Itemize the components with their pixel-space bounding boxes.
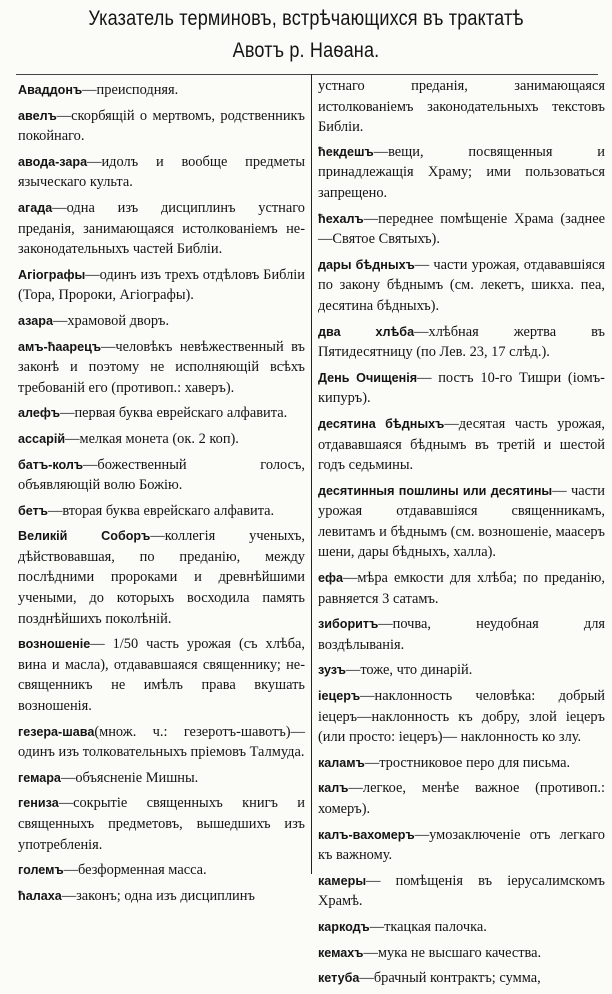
glossary-definition: —переднее помѣщеніе Храма (заднее—Святое Святыхъ). [318, 210, 605, 248]
column-divider [311, 74, 312, 874]
glossary-term: камеры [318, 873, 367, 888]
glossary-entry [318, 142, 605, 204]
left-column [18, 80, 305, 911]
glossary-term: амъ-ћаарецъ [18, 339, 102, 354]
glossary-entry [18, 860, 305, 881]
glossary-term: кемахъ [318, 945, 364, 960]
header-divider [16, 74, 598, 75]
glossary-entry [318, 76, 605, 138]
glossary-term: азара [18, 313, 53, 328]
glossary-definition: —умозаключеніе отъ легкаго къ важному. [318, 826, 605, 864]
glossary-entry [18, 455, 305, 496]
page-title-line-1: Указатель терминовъ, встрѣчающихся въ трактатѣ [88, 7, 524, 30]
glossary-entry [318, 968, 605, 989]
right-column [318, 76, 605, 994]
glossary-term: гезера-шава [18, 724, 95, 739]
glossary-term: ћалаха [18, 888, 62, 903]
glossary-definition: —скорбящій о мертвомъ, родственникъ покойнаго. [18, 107, 305, 145]
glossary-term: батъ-колъ [18, 457, 84, 472]
glossary-entry [18, 526, 305, 629]
glossary-definition: —объясненіе Мишны. [60, 769, 199, 786]
glossary-term: бетъ [18, 503, 48, 518]
glossary-entry [318, 414, 605, 476]
glossary-term: десятинныя пошлины или десятины [318, 483, 553, 498]
glossary-term: два хлѣба [318, 324, 415, 339]
glossary-term: каламъ [318, 755, 365, 770]
glossary-term: ефа [318, 571, 344, 586]
glossary-definition: —брачный контрактъ; сумма, [359, 970, 541, 987]
glossary-term: агада [18, 200, 53, 215]
glossary-definition: —почва, неудобная для воздѣлыванія. [318, 616, 605, 653]
glossary-entry [18, 501, 305, 522]
glossary-entry [318, 209, 605, 250]
glossary-definition: — части урожая, отдававшіяся по закону бѣднымъ (см. лекетъ, шикха. пеа, десятина бѣдныхъ). [318, 256, 606, 314]
glossary-entry [318, 943, 605, 964]
glossary-entry [318, 614, 605, 655]
glossary-term: калъ-вахомеръ [318, 827, 415, 842]
glossary-definition: —божественный голосъ, объявляющій волю Божію. [18, 456, 305, 494]
glossary-entry [18, 337, 305, 399]
glossary-term: калъ [318, 781, 349, 796]
glossary-term: кетуба [318, 971, 360, 986]
glossary-entry [318, 322, 605, 363]
glossary-definition: —вещи, посвященныя и принадлежащія Храму; ими пользоваться запрещено. [318, 143, 605, 201]
glossary-term: іецеръ [318, 689, 361, 704]
glossary-entry [318, 686, 605, 748]
glossary-entry [18, 403, 305, 424]
glossary-entry [318, 778, 605, 819]
glossary-entry [318, 255, 605, 317]
glossary-entry [18, 198, 305, 260]
glossary-definition: (множ. ч.: гезеротъ-шавотъ)—одинъ изъ толковательныхъ пріемовъ Талмуда. [18, 723, 305, 761]
glossary-definition: —ткацкая палочка. [369, 918, 487, 935]
glossary-definition: —десятая часть урожая, отдававшаяся бѣднымъ въ третій и шестой годъ седьмины. [318, 415, 605, 474]
glossary-definition: —мелкая монета (ок. 2 коп). [65, 430, 239, 447]
glossary-entry [18, 429, 305, 450]
glossary-definition: —мука не высшаго качества. [363, 944, 542, 961]
glossary-term: зиборитъ [318, 617, 379, 632]
glossary-definition: —мѣра емкости для хлѣба; по преданію, равняется 3 сатамъ. [318, 570, 605, 607]
glossary-term: Аваддонъ [18, 83, 83, 97]
glossary-definition: —одинъ изъ трехъ отдѣловъ Библіи (Тора, Пророки, Агіографы). [18, 266, 305, 304]
glossary-definition: —хлѣбная жертва въ Пятидесятницу (по Лев. 23, 17 слѣд.). [318, 323, 605, 361]
glossary-definition: устнаго преданія, занимающаяся истолкованіемъ законодательныхъ текстовъ Библіи. [318, 78, 605, 136]
glossary-term: возношеніе [18, 637, 91, 652]
glossary-definition: —храмовой дворъ. [52, 312, 170, 329]
glossary-definition: — 1/50 часть урожая (съ хлѣба, вина и масла), отдававшаяся священнику; не-священникъ не имѣлъ права вкушать возношенія. [18, 636, 305, 715]
glossary-definition: —человѣкъ невѣжественный въ законѣ и поэтому не исполняющій всѣхъ требованій его (противоп.: хаверъ). [18, 338, 305, 396]
glossary-term: каркодъ [318, 919, 370, 934]
glossary-term: ћехалъ [318, 211, 364, 226]
glossary-definition: —тростниковое перо для письма. [364, 754, 571, 771]
glossary-entry [18, 768, 305, 789]
glossary-entry [18, 793, 305, 855]
glossary-term: алефъ [18, 406, 61, 421]
glossary-definition: —тоже, что динарій. [345, 662, 473, 679]
glossary-term: гениза [18, 796, 59, 811]
glossary-entry [18, 886, 305, 907]
glossary-entry [18, 722, 305, 763]
glossary-entry [318, 368, 605, 409]
glossary-term: День Очищенія [318, 370, 418, 385]
glossary-definition: — постъ 10-го Тишри (іомъ-кипуръ). [318, 369, 605, 407]
glossary-term: гемара [18, 770, 61, 785]
glossary-definition: —преисподняя. [82, 82, 179, 98]
glossary-definition: —первая буква еврейскаго алфавита. [60, 405, 288, 422]
glossary-entry [18, 265, 305, 306]
glossary-entry [318, 871, 605, 912]
glossary-term: ћекдешъ [318, 144, 374, 159]
glossary-entry [318, 660, 605, 681]
page-title-line-2: Авотъ р. Наѳана. [232, 39, 380, 62]
glossary-term: дары бѣдныхъ [318, 257, 415, 272]
glossary-entry [18, 152, 305, 193]
glossary-definition: — части урожая отдававшіяся священникамъ, левитамъ и бѣднымъ (см. возношеніе, маасеръ шени, дары бѣдныхъ, халла). [318, 482, 605, 561]
glossary-term: Великій Соборъ [18, 529, 151, 544]
glossary-term: авода-зара [18, 154, 88, 169]
glossary-term: авелъ [18, 108, 57, 123]
glossary-definition: —легкое, менѣе важное (противоп.: хомеръ). [318, 780, 605, 817]
glossary-entry [18, 106, 305, 147]
glossary-definition: —сокрытіе священныхъ книгъ и священныхъ предметовъ, вышедшихъ изъ употребленія. [18, 795, 305, 853]
glossary-term: зузъ [318, 663, 346, 678]
glossary-entry [18, 634, 305, 716]
glossary-entry [318, 481, 605, 563]
glossary-term: ассарій [18, 431, 66, 446]
glossary-entry [318, 825, 605, 866]
glossary-definition: — помѣщенія въ іерусалимскомъ Храмѣ. [318, 872, 605, 910]
glossary-term: Агіографы [18, 267, 86, 282]
glossary-definition: —вторая буква еврейскаго алфавита. [47, 502, 275, 519]
glossary-entry [318, 753, 605, 774]
glossary-term: десятина бѣдныхъ [318, 416, 445, 431]
glossary-entry [18, 80, 305, 101]
glossary-definition: —безформенная масса. [63, 862, 207, 879]
glossary-definition: —коллегія ученыхъ, дѣйствовавшая, по преданію, между послѣдними пророками и древнѣйшими учеными, до которыхъ восходила память позднѣйшихъ поколѣній. [18, 528, 305, 627]
glossary-definition: —наклонность человѣка: добрый іецеръ—наклонность къ добру, злой іецеръ (или просто: іецеръ)— наклонность ко злу. [318, 688, 605, 746]
glossary-entry [18, 311, 305, 332]
glossary-entry [318, 917, 605, 938]
glossary-definition: —законъ; одна изъ дисциплинъ [61, 887, 255, 904]
glossary-definition: —идолъ и вообще предметы языческаго культа. [18, 153, 305, 191]
glossary-entry [318, 568, 605, 609]
glossary-definition: —одна изъ дисциплинъ устнаго преданія, занимающаяся истолкованіемъ не-законодательныхъ частей Библіи. [18, 199, 305, 258]
glossary-term: големъ [18, 863, 64, 878]
